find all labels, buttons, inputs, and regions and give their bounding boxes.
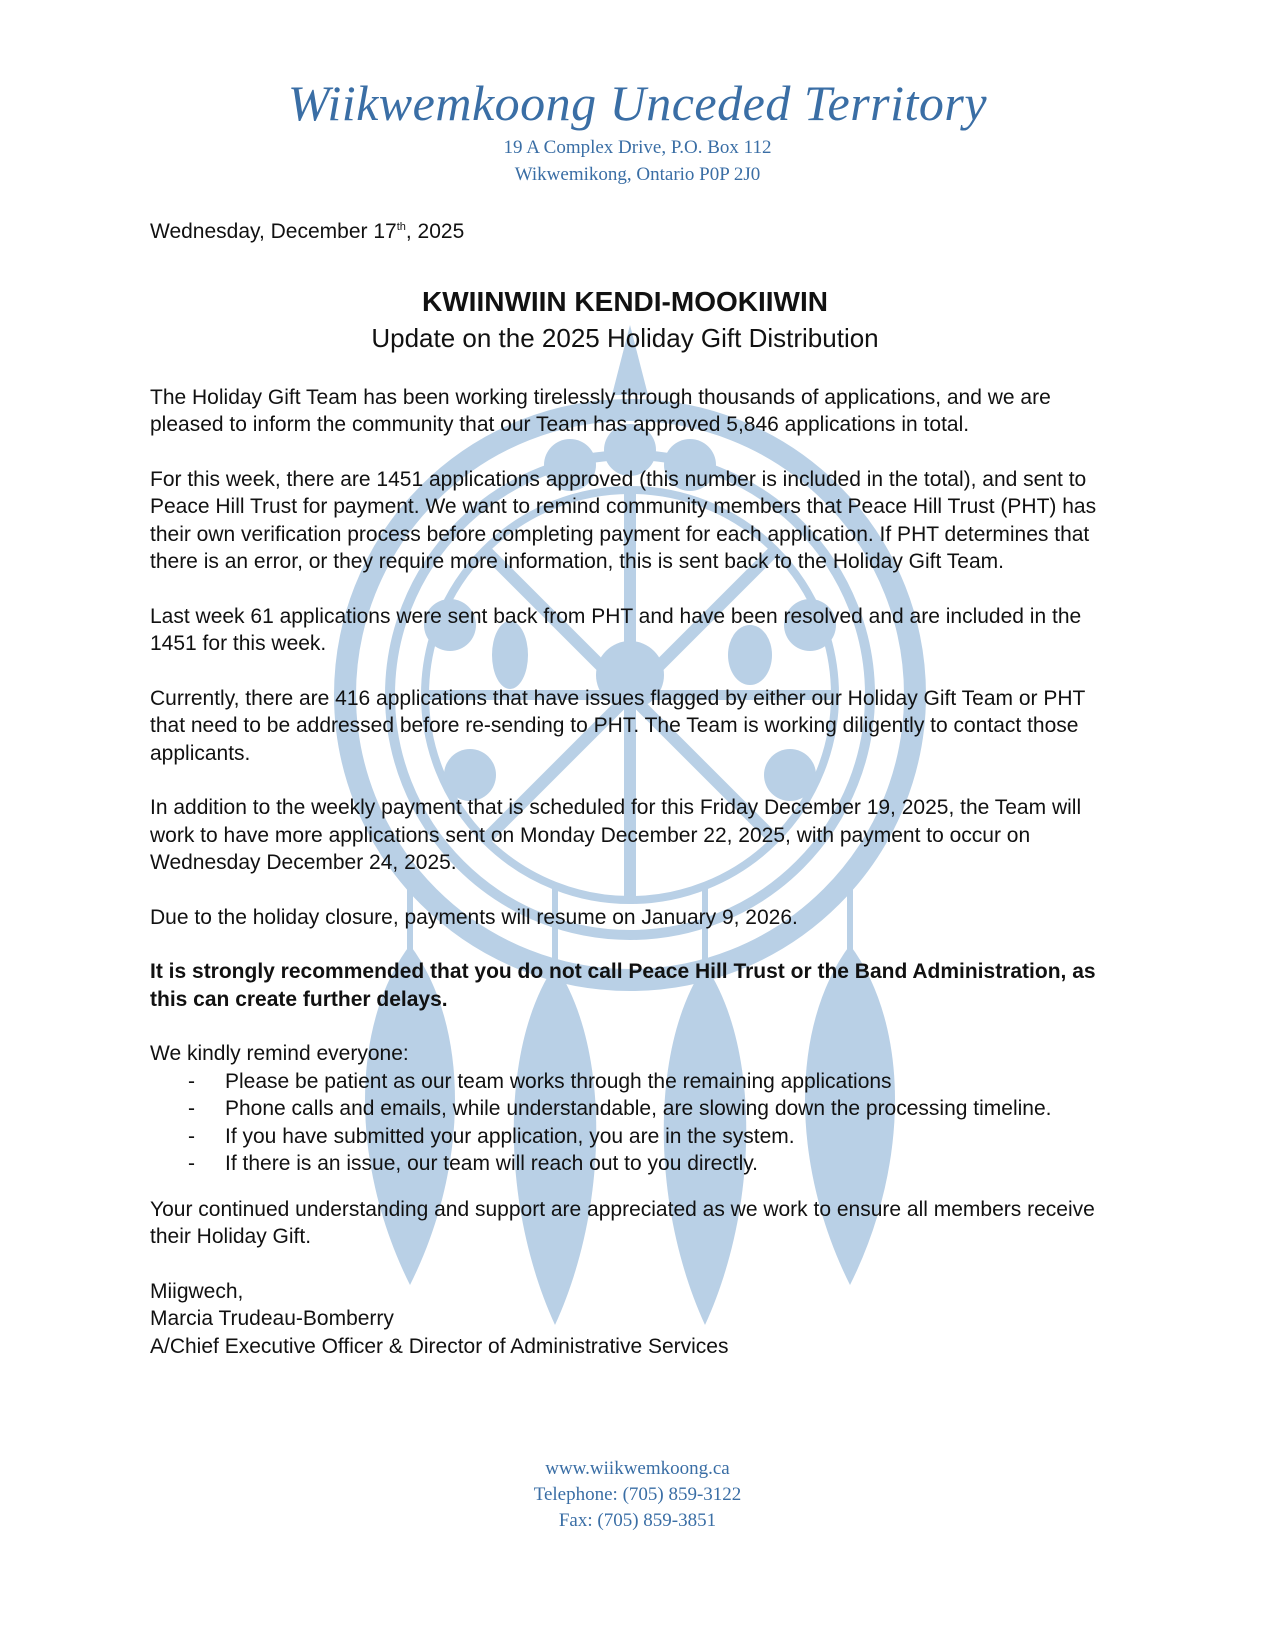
paragraph-resolved: Last week 61 applications were sent back from PHT and have been resolved and are included in the 1451 for this week. bbox=[150, 604, 1082, 655]
letterhead bbox=[0, 72, 1275, 188]
closing-paragraph: Your continued understanding and support are appreciated as we work to ensure all members receive their Holiday Gift. bbox=[150, 1197, 1095, 1248]
signatory-title: A/Chief Executive Officer & Director of Administrative Services bbox=[150, 1334, 729, 1358]
date-text: Wednesday, December 17 bbox=[150, 220, 397, 243]
reminder-text: If there is an issue, our team will reach out to you directly. bbox=[225, 1152, 759, 1175]
bullet-dash: - bbox=[188, 1097, 195, 1120]
paragraph-payment-schedule: In addition to the weekly payment that is scheduled for this Friday December 19, 2025, the Team will work to have more applications sent on Monday December 22, 2025, with payment to occur on Wednesday December 24, 2025. bbox=[150, 796, 1082, 874]
footer-website[interactable]: www.wiikwemkoong.ca bbox=[545, 1458, 730, 1479]
list-item bbox=[150, 1095, 1110, 1123]
bold-notice: It is strongly recommended that you do not call Peace Hill Trust or the Band Administration, as this can create further delays. bbox=[150, 960, 1096, 1011]
address-line-1: 19 A Complex Drive, P.O. Box 112 bbox=[503, 137, 772, 158]
reminder-text: Phone calls and emails, while understandable, are slowing down the processing timeline. bbox=[225, 1097, 1052, 1120]
bullet-dash: - bbox=[188, 1152, 195, 1175]
signature-block bbox=[150, 1278, 1110, 1361]
organization-name: Wiikwemkoong Unceded Territory bbox=[287, 75, 988, 131]
date-year: , 2025 bbox=[405, 220, 465, 243]
salutation: Miigwech, bbox=[150, 1279, 244, 1303]
list-item bbox=[150, 1150, 1110, 1178]
paragraph-weekly-approvals: For this week, there are 1451 applications approved (this number is included in the total), and sent to Peace Hill Trust for payment. We want to remind community members that Peace Hill Trust (PHT) has their own verification process before completing payment for each application. If PHT determines that there is an error, or they require more information, this is sent back to the Holiday Gift Team. bbox=[150, 467, 1097, 573]
paragraph-holiday-closure: Due to the holiday closure, payments will resume on January 9, 2026. bbox=[150, 905, 798, 929]
bullet-dash: - bbox=[188, 1124, 195, 1148]
letter-title: KWIINWIIN KENDI-MOOKIIWIN bbox=[422, 285, 828, 317]
date-ordinal-suffix: th bbox=[396, 221, 406, 233]
letter-body bbox=[150, 218, 1110, 1360]
letter-date bbox=[150, 218, 1110, 246]
reminder-text: If you have submitted your application, you are in the system. bbox=[225, 1124, 795, 1148]
bullet-dash: - bbox=[188, 1069, 195, 1093]
list-item bbox=[150, 1068, 1110, 1096]
paragraph-flagged-issues: Currently, there are 416 applications that have issues flagged by either our Holiday Gift Team or PHT that need to be addressed before re-sending to PHT. The Team is working diligently to contact those applicants. bbox=[150, 686, 1085, 765]
footer-telephone: Telephone: (705) 859-3122 bbox=[533, 1484, 742, 1505]
paragraph-approved-total: The Holiday Gift Team has been working tirelessly through thousands of applications, and we are pleased to inform the community that our Team has approved 5,846 applications in total. bbox=[150, 385, 1051, 436]
letter-subtitle: Update on the 2025 Holiday Gift Distribution bbox=[371, 322, 879, 353]
footer-contact bbox=[0, 1456, 1275, 1534]
signatory-name: Marcia Trudeau-Bomberry bbox=[150, 1307, 394, 1330]
reminder-list bbox=[150, 1068, 1110, 1178]
list-item bbox=[150, 1123, 1110, 1151]
reminder-text: Please be patient as our team works through the remaining applications bbox=[225, 1069, 892, 1093]
address-line-2: Wikwemikong, Ontario P0P 2J0 bbox=[514, 164, 761, 185]
reminder-intro: We kindly remind everyone: bbox=[150, 1042, 409, 1065]
footer-fax: Fax: (705) 859-3851 bbox=[558, 1510, 717, 1531]
